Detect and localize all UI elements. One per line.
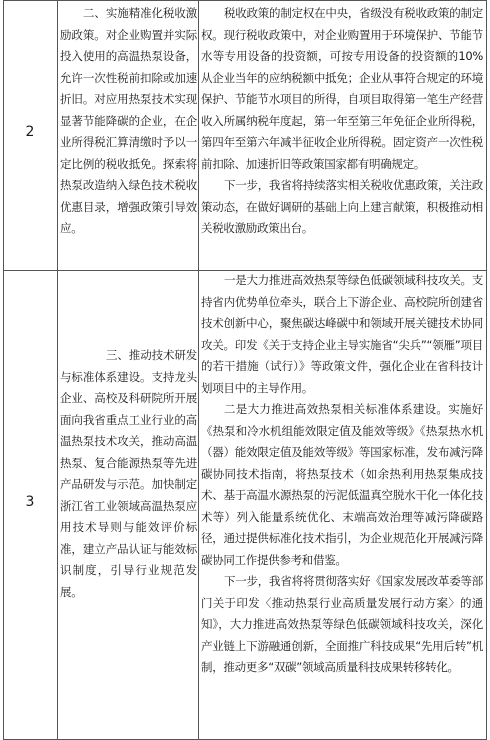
reply-paragraph: 二是大力推进高效热泵相关标准体系建设。实施好《热泵和冷水机组能效限定值及能效等级》《热泵热水机（器）能效限定值及能效等级》等国家标准，发布减污降碳协同技术指南，将热泵技术（如余热利用热泵集成技术、基于高温水源热泵的污泥低温真空脱水干化一体化技术等）列入能量系统优化、末端高效治理等减污降碳路径，通过提供标准化技术指引，为企业规范化开展减污降碳协同工作提供参考和借鉴。 <box>201 402 483 567</box>
reply-text <box>201 3 483 269</box>
column-divider <box>198 0 199 740</box>
table-border-left <box>3 0 4 740</box>
table-border-top <box>3 0 487 1</box>
row-number: 3 <box>25 494 35 510</box>
reply-paragraph: 税收政策的制定权在中央，省级没有税收政策的制定权。现行税收政策中，对企业购置用于环境保护、节能节水等专用设备的投资额，可按专用设备的投资额的10%从企业当年的应纳税额中抵免；企业从事符合规定的环境保护、节能节水项目的所得，自项目取得第一笔生产经营收入所属纳税年度起，第一年至第三年免征企业所得税，第四年至第六年减半征收企业所得税。固定资产一次性税前扣除、加速折旧等政策国家都有明确规定。 <box>201 6 483 171</box>
column-divider <box>57 0 58 740</box>
reply-text <box>201 270 483 738</box>
measure-text: 三、推动技术研发与标准体系建设。支持龙头企业、高校及科研院所开展面向我省重点工业行业的高温热泵技术攻关，推动高温热泵、复合能源热泵等先进产品研发与示范。加快制定浙江省工业领域高温热泵应用技术导则与能效评价标准，建立产品认证与能效标识制度，引导行业规范发展。 <box>60 348 197 599</box>
proposal-reply-table <box>3 0 487 740</box>
reply-paragraph: 一是大力推进高效热泵等绿色低碳领域科技攻关。支持省内优势单位牵头，联合上下游企业、高校院所创建省技术创新中心，聚焦碳达峰碳中和领域开展关键技术协同攻关。印发《关于支持企业主导实施省“尖兵”“领雁”项目的若干措施（试行）》等政策文件，强化企业在省科技计划项目中的主导作用。 <box>201 273 483 395</box>
measure-text: 二、实施精准化税收激励政策。对企业购置并实际投入使用的高温热泵设备，允许一次性税前扣除或加速折旧。对应用热泵技术实现显著节能降碳的企业，在企业所得税汇算清缴时予以一定比例的税收抵免。探索将热泵改造纳入绿色技术税收优惠目录，增强政策引导效应。 <box>60 6 197 235</box>
reply-paragraph: 下一步，我省将将贯彻落实好《国家发展改革委等部门关于印发〈推动热泵行业高质量发展行动方案〉的通知》，大力推进高效热泵等绿色低碳领域科技攻关，深化产业链上下游融通创新，全面推广科技成果“先用后转”机制，推动更多“双碳”领域高质量科技成果转移转化。 <box>201 574 483 674</box>
row-number: 2 <box>25 124 35 140</box>
table-border-right <box>486 0 487 740</box>
reply-paragraph: 下一步，我省将持续落实相关税收优惠政策，关注政策动态，在做好调研的基础上向上建言献策，积极推动相关税收激励政策出台。 <box>201 178 483 235</box>
